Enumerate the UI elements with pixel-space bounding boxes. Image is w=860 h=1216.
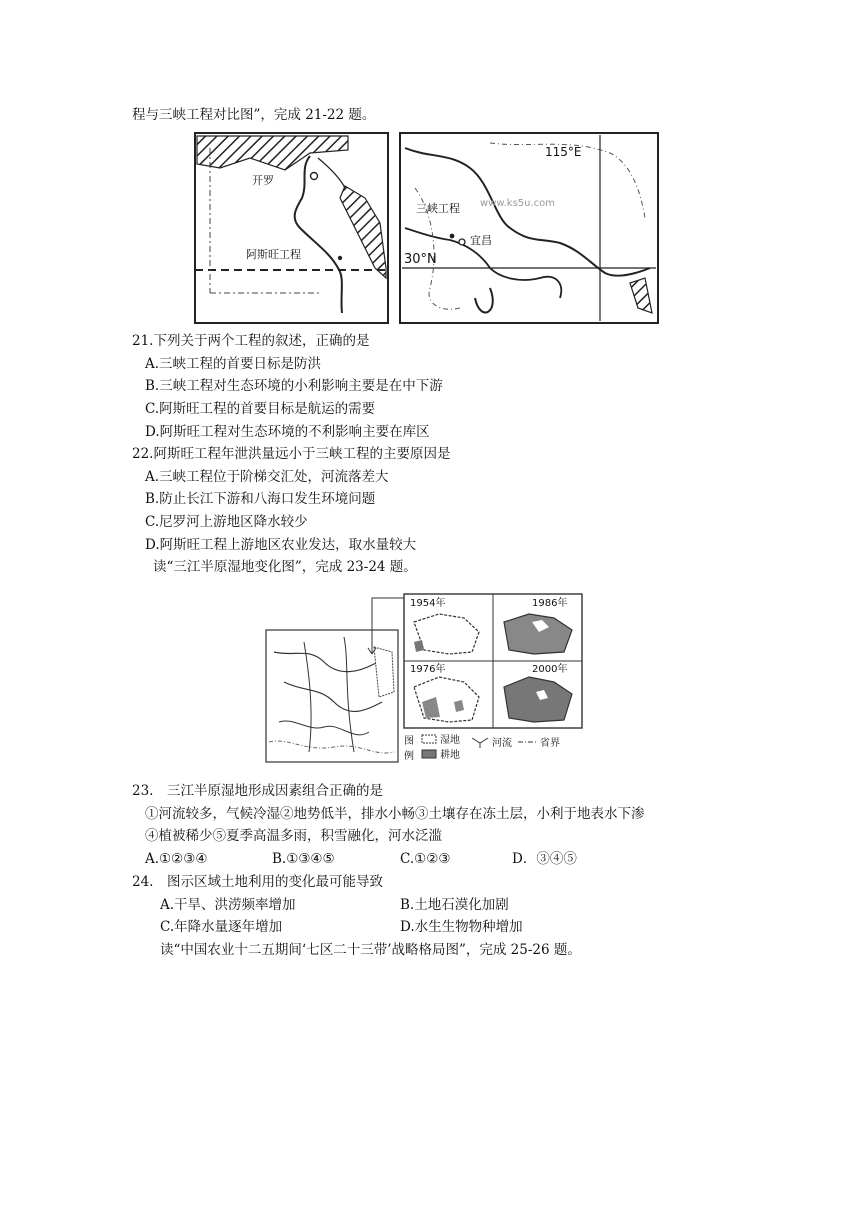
year-1986: 1986年 <box>532 598 568 609</box>
q23-option-d[interactable]: D．③④⑤ <box>512 851 577 867</box>
wetland-legend <box>404 733 560 762</box>
watermark-text: www.ks5u.com <box>480 198 556 209</box>
q23-stem: 23. 三江半原湿地形成因素组合正确的是 <box>132 783 383 799</box>
cairo-city-icon <box>311 173 318 180</box>
three-gorges-map <box>400 133 658 323</box>
q24-option-a[interactable]: A.干旱、洪涝频率增加 <box>160 897 296 913</box>
river-symbol-icon <box>472 738 488 748</box>
q22-option-c[interactable]: C.尼罗河上游地区降水较少 <box>145 514 308 530</box>
project-comparison-figure <box>190 128 660 326</box>
intro-line: 程与三峡工程对比图”，完成 21-22 题。 <box>132 107 376 123</box>
read-instruction-3: 读“中国农业十二五期间‘七区二十三带’战略格局图”，完成 25-26 题。 <box>160 942 581 958</box>
q24-option-c[interactable]: C.年降水量逐年增加 <box>160 919 283 935</box>
year-1954: 1954年 <box>410 598 446 609</box>
q23-option-b[interactable]: B.①③④⑤ <box>272 851 335 867</box>
q21-stem: 21.下列关于两个工程的叙述，正确的是 <box>132 333 370 349</box>
q23-option-a[interactable]: A.①②③④ <box>145 851 208 867</box>
q23-line-1: ①河流较多，气候冷湿②地势低半，排水小畅③土壤存在冻土层，小利于地表水下渗 <box>145 806 645 822</box>
q21-option-b[interactable]: B.三峡工程对生态环境的小利影响主要是在中下游 <box>145 378 443 394</box>
year-1976: 1976年 <box>410 664 446 675</box>
latitude-label: 30°N <box>404 252 437 267</box>
aswan-label: 阿斯旺工程 <box>246 248 301 261</box>
year-2000: 2000年 <box>532 664 568 675</box>
sanjiang-overview-map <box>266 630 398 762</box>
q24-option-b[interactable]: B.土地石漠化加剧 <box>400 897 509 913</box>
cairo-label: 开罗 <box>252 174 274 187</box>
q23-line-2: ④植被稀少⑤夏季高温多雨，积雪融化，河水泛滥 <box>145 828 442 844</box>
q21-option-c[interactable]: C.阿斯旺工程的首要目标是航运的需要 <box>145 401 376 417</box>
read-instruction-2: 读“三江半原湿地变化图”，完成 23-24 题。 <box>153 559 417 575</box>
q21-option-a[interactable]: A.三峡工程的首要日标是防洪 <box>145 356 322 372</box>
yichang-city-icon <box>459 239 465 245</box>
wetland-swatch <box>422 735 436 743</box>
q24-stem: 24. 图示区域土地利用的变化最可能导致 <box>132 874 383 890</box>
comparison-maps-svg <box>190 128 660 326</box>
aswan-map <box>195 133 388 323</box>
wetland-maps-svg <box>264 592 586 768</box>
legend-wetland: 湿地 <box>440 735 460 746</box>
q22-option-d[interactable]: D.阿斯旺工程上游地区农业发达，取水量较大 <box>145 537 417 553</box>
aswan-dam-icon <box>338 256 342 260</box>
wetland-change-figure <box>264 592 586 768</box>
legend-title-top: 图 <box>404 736 414 747</box>
legend-river: 河流 <box>492 738 512 749</box>
q22-stem: 22.阿斯旺工程年泄洪量远小于三峡工程的主要原因是 <box>132 446 451 462</box>
legend-border: 省界 <box>540 738 560 749</box>
three-gorges-label: 三峡工程 <box>416 202 460 215</box>
q22-option-b[interactable]: B.防止长江下游和八海口发生环境问题 <box>145 491 376 507</box>
farmland-swatch <box>422 750 436 758</box>
q22-option-a[interactable]: A.三峡工程位于阶梯交汇处，河流落差大 <box>145 469 389 485</box>
longitude-label: 115°E <box>545 145 582 159</box>
legend-title-bottom: 例 <box>404 751 414 762</box>
yichang-label: 宜昌 <box>470 234 492 247</box>
three-gorges-dam-icon <box>450 234 455 239</box>
q21-option-d[interactable]: D.阿斯旺工程对生态环境的不利影响主要在库区 <box>145 424 430 440</box>
q23-option-c[interactable]: C.①②③ <box>400 851 451 867</box>
legend-farmland: 耕地 <box>440 750 460 761</box>
q24-option-d[interactable]: D.水生生物物种增加 <box>400 919 523 935</box>
